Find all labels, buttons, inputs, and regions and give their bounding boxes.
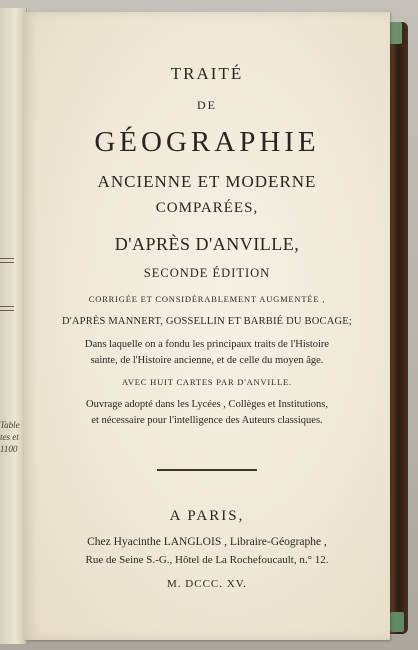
binding-corner-top — [388, 22, 402, 44]
address-line: Rue de Seine S.-G., Hôtel de La Rochefoucault, n.° 12. — [85, 554, 329, 566]
title-de: DE — [197, 98, 217, 112]
subject-heading: GÉOGRAPHIE — [94, 126, 320, 158]
adoption-line: et nécessaire pour l'intelligence des Auteurs classiques. — [91, 415, 323, 426]
page-mark — [0, 262, 14, 263]
year-line: M. DCCC. XV. — [167, 578, 247, 590]
compared-line: COMPARÉES, — [155, 200, 259, 216]
previous-page-edge — [0, 8, 27, 644]
left-page-text: 1100 — [0, 444, 18, 454]
page-mark — [0, 306, 14, 307]
divider-rule — [157, 469, 257, 471]
description-line: Dans laquelle on a fondu les principaux traits de l'Histoire — [84, 339, 330, 350]
binding-corner-bottom — [390, 612, 404, 632]
page-mark — [0, 258, 14, 259]
publisher-line: Chez Hyacinthe LANGLOIS , Libraire-Géographe , — [87, 536, 327, 548]
authors-line: D'APRÈS MANNERT, GOSSELLIN ET BARBIÉ DU BOCAGE; — [62, 316, 352, 327]
after-line: D'APRÈS D'ANVILLE, — [114, 234, 300, 254]
adoption-line: Ouvrage adopté dans les Lycées , Collèges et Institutions, — [85, 399, 329, 410]
title: TRAITÉ — [170, 64, 244, 83]
scope-line: ANCIENNE ET MODERNE — [97, 172, 317, 191]
city-line: A PARIS, — [169, 508, 245, 524]
page-mark — [0, 310, 14, 311]
left-page-text: tes et — [0, 432, 19, 442]
maps-line: AVEC HUIT CARTES PAR D'ANVILLE. — [122, 377, 292, 387]
corrected-line: CORRIGÉE ET CONSIDÉRABLEMENT AUGMENTÉE , — [88, 294, 326, 304]
title-page — [24, 12, 390, 640]
left-page-text: Table — [0, 420, 20, 430]
edition-line: SECONDE ÉDITION — [143, 266, 271, 280]
description-line: sainte, de l'Histoire ancienne, et de celle du moyen âge. — [90, 355, 324, 366]
